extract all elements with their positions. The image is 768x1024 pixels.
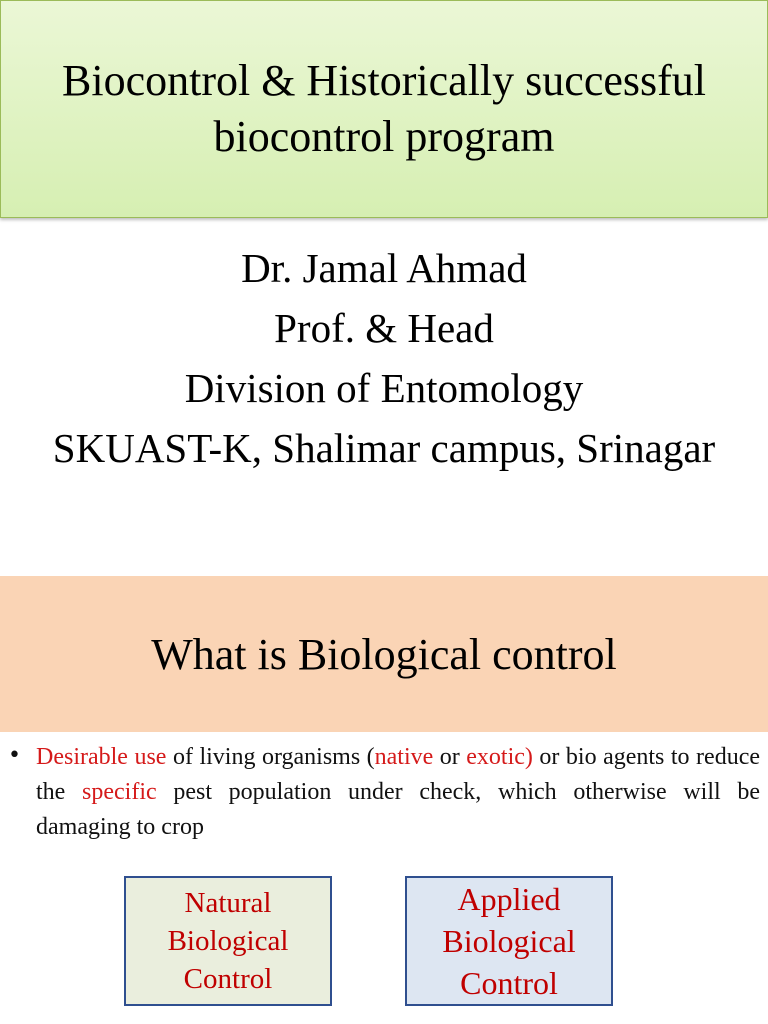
definition-text [36,740,760,845]
author-name: Dr. Jamal Ahmad [241,245,527,291]
author-division: Division of Entomology [184,365,584,411]
highlight-desirable-use: Desirable use [36,744,167,770]
slide-title-line1: Biocontrol & Historically successful [62,56,706,105]
slide-title [24,53,744,165]
highlight-exotic: exotic) [466,744,533,770]
box-natural-line3: Control [183,963,273,995]
highlight-specific: specific [82,779,157,805]
content-slide [0,576,768,1024]
applied-biological-control-box [405,876,613,1006]
header-band [0,576,768,732]
box-applied-line3: Control [460,965,558,1001]
slide-title-line2: biocontrol program [213,112,555,161]
author-block [0,238,768,478]
author-institution: SKUAST-K, Shalimar campus, Srinagar [52,425,716,471]
definition-bullet [8,740,760,845]
box-applied-line1: Applied [457,881,561,917]
slide-heading: What is Biological control [151,629,617,679]
definition-text-part: or [433,744,467,770]
author-position: Prof. & Head [274,305,494,351]
definition-text-part: or bio agents to reduce the [36,744,760,805]
box-natural-line1: Natural [184,887,272,919]
box-natural-line2: Biological [167,925,289,957]
box-applied-line2: Biological [442,923,576,959]
definition-text-part: pest population under check, which otherwise will be damaging to crop [36,779,760,840]
natural-biological-control-box [124,876,332,1006]
bullet-dot: • [8,743,21,768]
highlight-native: native [374,744,434,770]
definition-text-part: of living organisms ( [166,744,375,770]
title-box [0,0,768,218]
